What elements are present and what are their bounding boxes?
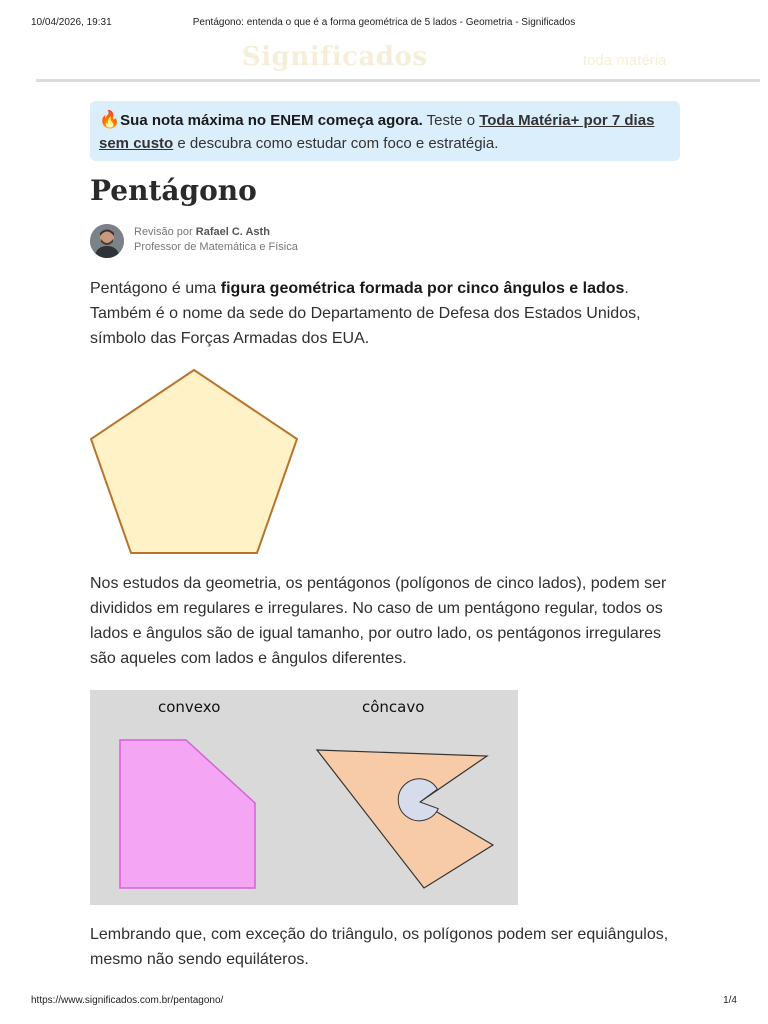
fire-icon: 🔥 xyxy=(99,110,121,129)
closing-paragraph: Lembrando que, com exceção do triângulo, os polígonos podem ser equiângulos, mesmo não sendo equiláteros. xyxy=(90,926,669,968)
promo-headline: Sua nota máxima no ENEM começa agora. xyxy=(120,112,423,129)
label-convex: convexo xyxy=(158,698,221,716)
convex-pentagon xyxy=(120,740,255,888)
author-prefix: Revisão por xyxy=(134,226,193,238)
print-title: Pentágono: entenda o que é a forma geométrica de 5 lados - Geometria - Significados xyxy=(192,17,576,28)
partner-link[interactable]: toda matéria xyxy=(583,52,667,69)
concave-cutout xyxy=(398,779,438,821)
header-divider xyxy=(36,79,760,82)
site-logo[interactable]: Significados xyxy=(242,42,428,72)
p1-before: Pentágono é uma xyxy=(90,280,217,297)
label-concave: côncavo xyxy=(362,698,425,716)
promo-banner xyxy=(90,101,680,161)
author-name[interactable]: Rafael C. Asth xyxy=(195,226,270,238)
convex-concave-figure xyxy=(90,690,518,905)
regular-pentagon-figure xyxy=(90,368,300,556)
author-role: Professor de Matemática e Física xyxy=(134,241,298,253)
print-header xyxy=(0,17,768,31)
page-counter: 1/4 xyxy=(723,995,737,1006)
print-url: https://www.significados.com.br/pentagono/ xyxy=(31,995,224,1006)
concave-pentagon xyxy=(317,750,493,888)
promo-link-cont[interactable]: sem custo xyxy=(99,135,174,152)
promo-text-before: Teste o xyxy=(426,112,476,129)
regular-pentagon xyxy=(91,370,297,553)
intro-paragraph xyxy=(90,276,680,351)
avatar[interactable] xyxy=(90,224,124,258)
print-footer xyxy=(0,995,768,1009)
types-paragraph: Nos estudos da geometria, os pentágonos (polígonos de cinco lados), podem ser divididos em regulares e irregulares. No caso de um pentágono regular, todos os lados e ângulos são de igual tamanho, por outro lado, os pentágonos irregulares são aqueles com lados e ângulos diferentes. xyxy=(90,575,667,667)
promo-link[interactable]: Toda Matéria+ por 7 dias xyxy=(479,112,655,129)
promo-text-after: e descubra como estudar com foco e estratégia. xyxy=(177,135,499,152)
p1-after: . Também é o nome da sede do Departamento de Defesa dos Estados Unidos, símbolo das Forças Armadas dos EUA. xyxy=(90,280,641,347)
author-byline xyxy=(134,226,270,238)
p1-bold: figura geométrica formada por cinco ângulos e lados xyxy=(220,280,625,297)
site-header xyxy=(36,42,760,82)
page-title: Pentágono xyxy=(90,174,257,207)
print-date: 10/04/2026, 19:31 xyxy=(31,17,112,28)
